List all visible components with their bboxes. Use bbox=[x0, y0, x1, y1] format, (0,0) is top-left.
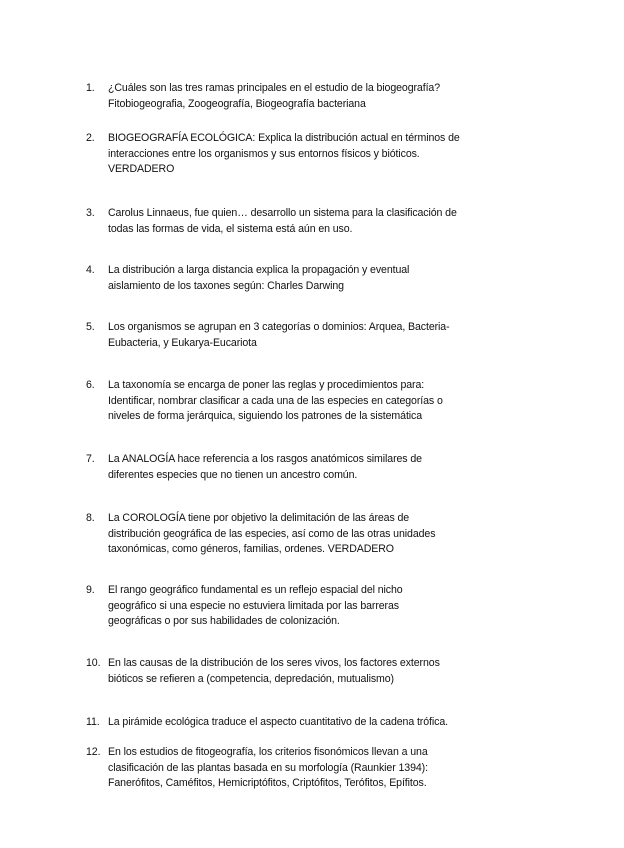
question-text-line: ¿Cuáles son las tres ramas principales en el estudio de la biogeografía? bbox=[108, 82, 440, 94]
question-2 bbox=[86, 131, 526, 178]
question-text-line: clasificación de las plantas basada en su morfología (Raunkier 1394): bbox=[108, 761, 428, 774]
question-number: 3. bbox=[86, 207, 95, 219]
question-text-line: todas las formas de vida, el sistema está aún en uso. bbox=[108, 222, 353, 235]
question-9 bbox=[86, 583, 526, 630]
question-text-line: La ANALOGÍA hace referencia a los rasgos anatómicos similares de bbox=[108, 453, 422, 465]
question-text-line: diferentes especies que no tienen un ancestro común. bbox=[108, 468, 358, 481]
question-text-line: La distribución a larga distancia explica la propagación y eventual bbox=[108, 264, 410, 276]
question-text-line: geográficas o por sus habilidades de colonización. bbox=[108, 615, 340, 627]
question-text-line: El rango geográfico fundamental es un reflejo espacial del nicho bbox=[108, 584, 403, 596]
question-3 bbox=[86, 206, 526, 237]
question-text-line: geográfico si una especie no estuviera limitada por las barreras bbox=[108, 599, 399, 612]
question-1 bbox=[86, 81, 526, 112]
question-number: 1. bbox=[86, 82, 95, 94]
question-8 bbox=[86, 511, 526, 558]
question-number: 7. bbox=[86, 453, 95, 465]
question-text-line: BIOGEOGRAFÍA ECOLÓGICA: Explica la distribución actual en términos de bbox=[108, 132, 460, 144]
question-text-line: VERDADERO bbox=[108, 163, 175, 175]
question-6 bbox=[86, 378, 526, 425]
question-text-line: taxonómicas, como géneros, familias, ordenes. VERDADERO bbox=[108, 543, 394, 555]
question-text-line: bióticos se refieren a (competencia, depredación, mutualismo) bbox=[108, 672, 394, 685]
question-text-line: Identificar, nombrar clasificar a cada una de las especies en categorías o bbox=[108, 394, 443, 407]
question-number: 12. bbox=[86, 746, 101, 758]
question-4 bbox=[86, 263, 526, 294]
question-text-line: En los estudios de fitogeografía, los criterios fisonómicos llevan a una bbox=[108, 746, 428, 758]
question-12 bbox=[86, 745, 526, 792]
question-text-line: Los organismos se agrupan en 3 categorías o dominios: Arquea, Bacteria- bbox=[108, 321, 450, 333]
question-text-line: En las causas de la distribución de los seres vivos, los factores externos bbox=[108, 657, 440, 669]
question-text-line: Carolus Linnaeus, fue quien… desarrollo un sistema para la clasificación de bbox=[108, 207, 457, 219]
question-text-line: Fanerófitos, Caméfitos, Hemicriptófitos, Criptófitos, Terófitos, Epífitos. bbox=[108, 777, 427, 789]
question-number: 2. bbox=[86, 132, 95, 144]
question-text-line: aislamiento de los taxones según: Charles Darwing bbox=[108, 279, 344, 292]
question-5 bbox=[86, 320, 526, 351]
question-10 bbox=[86, 656, 526, 687]
question-number: 4. bbox=[86, 264, 95, 276]
question-text-line: distribución geográfica de las especies, así como de las otras unidades bbox=[108, 527, 436, 540]
question-text-line: La pirámide ecológica traduce el aspecto cuantitativo de la cadena trófica. bbox=[108, 716, 448, 728]
question-number: 9. bbox=[86, 584, 95, 596]
question-11 bbox=[86, 715, 526, 731]
question-text-line: La COROLOGÍA tiene por objetivo la delimitación de las áreas de bbox=[108, 512, 410, 524]
question-text-line: Eubacteria, y Eukarya-Eucariota bbox=[108, 336, 257, 349]
question-number: 10. bbox=[86, 657, 101, 669]
question-number: 5. bbox=[86, 321, 95, 333]
question-text-line: niveles de forma jerárquica, siguiendo los patrones de la sistemática bbox=[108, 410, 423, 422]
question-text-line: interacciones entre los organismos y sus entornos físicos y bióticos. bbox=[108, 147, 420, 160]
question-number: 6. bbox=[86, 379, 95, 391]
question-number: 11. bbox=[86, 716, 100, 728]
question-7 bbox=[86, 452, 526, 483]
question-number: 8. bbox=[86, 512, 95, 524]
question-text-line: La taxonomía se encarga de poner las reglas y procedimientos para: bbox=[108, 379, 425, 391]
question-text-line: Fitobiogeografia, Zoogeografía, Biogeografía bacteriana bbox=[108, 97, 366, 110]
